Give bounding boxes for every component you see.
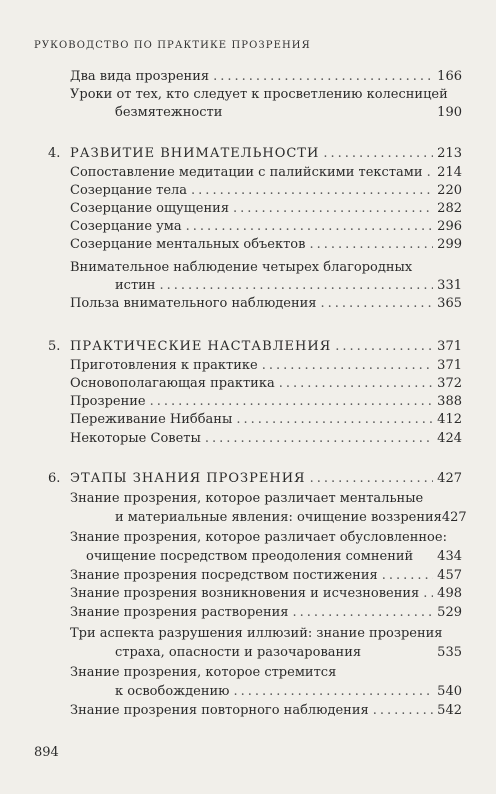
toc-page-number: 213 bbox=[437, 146, 462, 161]
toc-page-number: 371 bbox=[437, 339, 462, 354]
leader-dots bbox=[233, 683, 433, 700]
toc-entry[interactable] bbox=[86, 548, 462, 565]
leader-dots bbox=[427, 164, 434, 181]
toc-page-number: 498 bbox=[437, 586, 462, 601]
toc-entry-title: Созерцание ощущения bbox=[70, 201, 230, 216]
toc-entry-title[interactable]: Знание прозрения, которое различает обусловленное: bbox=[70, 530, 447, 545]
toc-page-number: 412 bbox=[437, 412, 462, 427]
leader-dots bbox=[279, 375, 433, 392]
toc-page-number: 529 bbox=[437, 605, 462, 620]
toc-entry[interactable] bbox=[70, 702, 462, 719]
toc-entry-title: безмятежности bbox=[115, 105, 223, 120]
leader-dots bbox=[205, 430, 433, 447]
toc-page-number: 220 bbox=[437, 183, 462, 198]
toc-entry-title[interactable]: Внимательное наблюдение четырех благородных bbox=[70, 260, 413, 275]
toc-entry[interactable] bbox=[70, 68, 462, 85]
toc-entry[interactable] bbox=[70, 375, 462, 392]
leader-dots bbox=[293, 604, 434, 621]
toc-page-number: 427 bbox=[441, 510, 467, 525]
leader-dots bbox=[213, 68, 433, 85]
toc-chapter-entry[interactable] bbox=[70, 145, 462, 162]
toc-chapter-entry[interactable] bbox=[70, 338, 462, 355]
leader-dots bbox=[323, 145, 433, 162]
leader-dots bbox=[150, 393, 434, 410]
leader-dots bbox=[321, 295, 434, 312]
toc-entry-title: Два вида прозрения bbox=[70, 69, 210, 84]
toc-chapter-title: ПРАКТИЧЕСКИЕ НАСТАВЛЕНИЯ bbox=[70, 339, 332, 354]
toc-entry[interactable] bbox=[70, 567, 462, 584]
leader-dots bbox=[423, 585, 433, 602]
toc-page-number: 214 bbox=[437, 165, 462, 180]
toc-page-number: 282 bbox=[437, 201, 462, 216]
toc-entry[interactable] bbox=[70, 585, 462, 602]
toc-entry[interactable] bbox=[70, 295, 462, 312]
toc-entry-title: и материальные явления: очищение воззрения bbox=[115, 510, 442, 525]
toc-entry-title: Знание прозрения растворения bbox=[70, 605, 289, 620]
leader-dots bbox=[233, 200, 433, 217]
toc-entry-title: к освобождению bbox=[115, 684, 230, 699]
leader-dots bbox=[236, 411, 433, 428]
toc-entry-title[interactable]: Три аспекта разрушения иллюзий: знание прозрения bbox=[70, 626, 443, 641]
toc-entry-title: очищение посредством преодоления сомнений bbox=[86, 549, 414, 564]
toc-page-number: 388 bbox=[437, 394, 462, 409]
chapter-number: 4. bbox=[48, 146, 61, 161]
toc-entry[interactable] bbox=[70, 357, 462, 374]
toc-page-number: 424 bbox=[437, 431, 462, 446]
toc-entry-title: Созерцание ума bbox=[70, 219, 182, 234]
toc-page-number: 540 bbox=[437, 684, 462, 699]
toc-chapter-title: ЭТАПЫ ЗНАНИЯ ПРОЗРЕНИЯ bbox=[70, 471, 306, 486]
toc-page-number: 372 bbox=[437, 376, 462, 391]
toc-entry-title: Некоторые Советы bbox=[70, 431, 201, 446]
toc-entry-title: Прозрение bbox=[70, 394, 146, 409]
toc-page-number: 166 bbox=[437, 69, 462, 84]
toc-entry-title: Знание прозрения возникновения и исчезновения bbox=[70, 586, 420, 601]
toc-entry[interactable] bbox=[115, 104, 462, 121]
leader-dots bbox=[373, 702, 433, 719]
toc-entry-title[interactable]: Знание прозрения, которое различает ментальные bbox=[70, 491, 424, 506]
toc-entry-title: Польза внимательного наблюдения bbox=[70, 296, 317, 311]
toc-entry[interactable] bbox=[70, 393, 462, 410]
leader-dots bbox=[335, 338, 433, 355]
toc-page-number: 535 bbox=[437, 645, 462, 660]
page-number: 894 bbox=[34, 745, 59, 760]
toc-page-number: 190 bbox=[437, 105, 462, 120]
toc-entry[interactable] bbox=[70, 218, 462, 235]
toc-entry-title: Знание прозрения повторного наблюдения bbox=[70, 703, 369, 718]
toc-page-number: 427 bbox=[437, 471, 462, 486]
toc-entry-title: Приготовления к практике bbox=[70, 358, 258, 373]
toc-entry-title: страха, опасности и разочарования bbox=[115, 645, 362, 660]
toc-entry[interactable] bbox=[115, 683, 462, 700]
toc-entry-title[interactable]: Уроки от тех, кто следует к просветлению колесницей bbox=[70, 87, 448, 102]
toc-entry[interactable] bbox=[70, 182, 462, 199]
toc-chapter-entry[interactable] bbox=[70, 470, 462, 487]
toc-entry[interactable] bbox=[70, 164, 462, 181]
toc-entry[interactable] bbox=[70, 200, 462, 217]
toc-page-number: 457 bbox=[437, 568, 462, 583]
toc-entry-title: Переживание Ниббаны bbox=[70, 412, 233, 427]
leader-dots bbox=[310, 470, 434, 487]
toc-page-number: 434 bbox=[437, 549, 462, 564]
toc-entry-title: Знание прозрения посредством постижения bbox=[70, 568, 378, 583]
leader-dots bbox=[382, 567, 433, 584]
toc-entry[interactable] bbox=[115, 509, 467, 526]
toc-entry-title: Созерцание ментальных объектов bbox=[70, 237, 306, 252]
leader-dots bbox=[262, 357, 433, 374]
toc-entry-title: Созерцание тела bbox=[70, 183, 188, 198]
toc-entry[interactable] bbox=[115, 644, 462, 661]
toc-page-number: 296 bbox=[437, 219, 462, 234]
toc-entry[interactable] bbox=[115, 277, 462, 294]
toc-entry[interactable] bbox=[70, 236, 462, 253]
running-head: РУКОВОДСТВО ПО ПРАКТИКЕ ПРОЗРЕНИЯ bbox=[34, 40, 311, 51]
leader-dots bbox=[309, 236, 433, 253]
toc-page-number: 331 bbox=[437, 278, 462, 293]
toc-entry-title: Основополагающая практика bbox=[70, 376, 275, 391]
toc-page-number: 371 bbox=[437, 358, 462, 373]
leader-dots bbox=[186, 218, 434, 235]
toc-entry-title: истин bbox=[115, 278, 156, 293]
chapter-number: 6. bbox=[48, 471, 61, 486]
toc-entry[interactable] bbox=[70, 430, 462, 447]
toc-entry-title: Сопоставление медитации с палийскими текстами bbox=[70, 165, 423, 180]
toc-chapter-title: РАЗВИТИЕ ВНИМАТЕЛЬНОСТИ bbox=[70, 146, 320, 161]
toc-page-number: 365 bbox=[437, 296, 462, 311]
toc-entry[interactable] bbox=[70, 411, 462, 428]
leader-dots bbox=[159, 277, 433, 294]
chapter-number: 5. bbox=[48, 339, 61, 354]
toc-page-number: 299 bbox=[437, 237, 462, 252]
leader-dots bbox=[191, 182, 433, 199]
toc-entry-title[interactable]: Знание прозрения, которое стремится bbox=[70, 665, 337, 680]
toc-entry[interactable] bbox=[70, 604, 462, 621]
toc-page-number: 542 bbox=[437, 703, 462, 718]
